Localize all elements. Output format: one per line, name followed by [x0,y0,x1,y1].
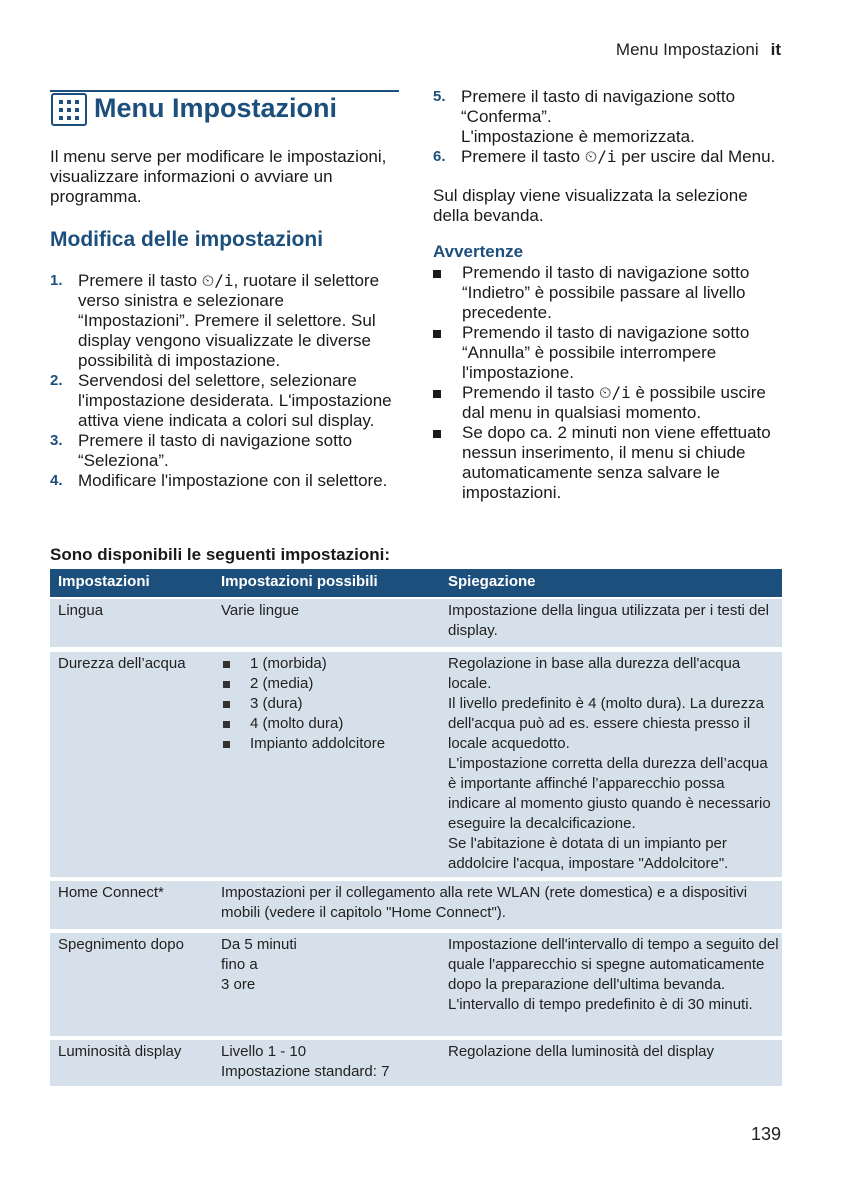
cell-setting: Home Connect* [58,884,164,901]
table-header-cell: Impostazioni [58,573,150,590]
cell-explanation: Regolazione in base alla durezza dell'acqua locale. Il livello predefinito è 4 (molto dura). La durezza dell'acqua può ad es. essere chiesta presso il locale acquedotto. L'impostazione corretta della durezza dell’acqua è importante affinché l’apparecchio possa indicare al momento giusto quando è necessario eseguire la decalcificazione. Se l'abitazione è dotata di un impianto per addolcire l'acqua, impostare "Addolcitore". [448,655,771,872]
step-item: 1. Premere il tasto ⏲/i, ruotare il selettore verso sinistra e selezionare “Impostazioni”. Premere il selettore. Sul display vengono visualizzate le diverse possibilità di impostazione. [50,271,380,370]
cell-options [221,654,385,754]
cell-explanation: Impostazione dell'intervallo di tempo a seguito del quale l'apparecchio si spegne automaticamente dopo la preparazione dell'ultima bevanda. L'intervallo di tempo predefinito è di 30 minuti. [448,936,779,1013]
step-item: 2. Servendosi del selettore, selezionare l'impostazione desiderata. L'impostazione attiva viene indicata a colori sul display. [50,371,392,430]
table-row [50,652,782,877]
notes-list [433,263,783,503]
table-caption: Sono disponibili le seguenti impostazioni: [50,545,391,564]
table-header-cell: Spiegazione [448,573,536,590]
note-item: Premendo il tasto ⏲/i è possibile uscire dal menu in qualsiasi momento. [433,383,783,423]
option-item: Impianto addolcitore [221,734,385,754]
table-row [50,933,782,1036]
step-item: 4. Modificare l'impostazione con il selettore. [50,471,388,490]
table-header [50,569,782,597]
option-item: 1 (morbida) [221,654,385,674]
cell-setting: Spegnimento dopo [58,936,184,953]
clock-info-icon: ⏲/i [599,383,631,402]
step-item: 5. Premere il tasto di navigazione sotto “Conferma”. L'impostazione è memorizzata. [433,87,736,146]
step-item: 6. Premere il tasto ⏲/i per uscire dal Menu. [433,147,776,166]
menu-grid-icon [51,93,87,126]
table-row [50,1040,782,1086]
cell-options: Varie lingue [221,602,300,619]
steps-list-right [433,87,783,167]
steps-list-left [50,271,400,491]
cell-setting: Lingua [58,602,104,619]
intro-text: Il menu serve per modificare le impostazioni, visualizzare informazioni o avviare un programma. [50,147,387,206]
running-header [616,40,781,60]
cell-options: Da 5 minuti fino a 3 ore [221,936,297,993]
page-title: Menu Impostazioni [94,93,337,123]
cell-span: Impostazioni per il collegamento alla rete WLAN (rete domestica) e a dispositivi mobili (vedere il capitolo "Home Connect"). [221,884,748,921]
section-heading: Modifica delle impostazioni [50,228,324,251]
running-header-section: Menu Impostazioni [615,40,759,59]
note-item: Premendo il tasto di navigazione sotto “Annulla” è possibile interrompere l'impostazione. [433,323,783,383]
option-item: 4 (molto dura) [221,714,385,734]
option-item: 2 (media) [221,674,385,694]
running-header-lang: it [770,40,781,59]
option-item: 3 (dura) [221,694,385,714]
cell-setting: Luminosità display [58,1043,182,1060]
step-item: 3. Premere il tasto di navigazione sotto “Seleziona”. [50,431,353,470]
cell-explanation: Regolazione della luminosità del display [448,1043,714,1060]
cell-options: Livello 1 - 10 Impostazione standard: 7 [221,1043,390,1080]
note-item: Premendo il tasto di navigazione sotto “Indietro” è possibile passare al livello precedente. [433,263,783,323]
cell-explanation: Impostazione della lingua utilizzata per i testi del display. [448,602,770,639]
note-item: Se dopo ca. 2 minuti non viene effettuato nessun inserimento, il menu si chiude automaticamente senza salvare le impostazioni. [433,423,783,503]
clock-info-icon: ⏲/i [201,271,234,290]
clock-info-icon: ⏲/i [584,147,617,166]
title-rule [50,90,399,92]
after-steps-text: Sul display viene visualizzata la selezione della bevanda. [433,186,748,225]
notes-title: Avvertenze [433,242,524,261]
table-header-cell: Impostazioni possibili [221,573,378,590]
table-row [50,599,782,647]
page-number: 139 [750,1124,781,1144]
table-row [50,881,782,929]
cell-setting: Durezza dell’acqua [58,655,186,672]
